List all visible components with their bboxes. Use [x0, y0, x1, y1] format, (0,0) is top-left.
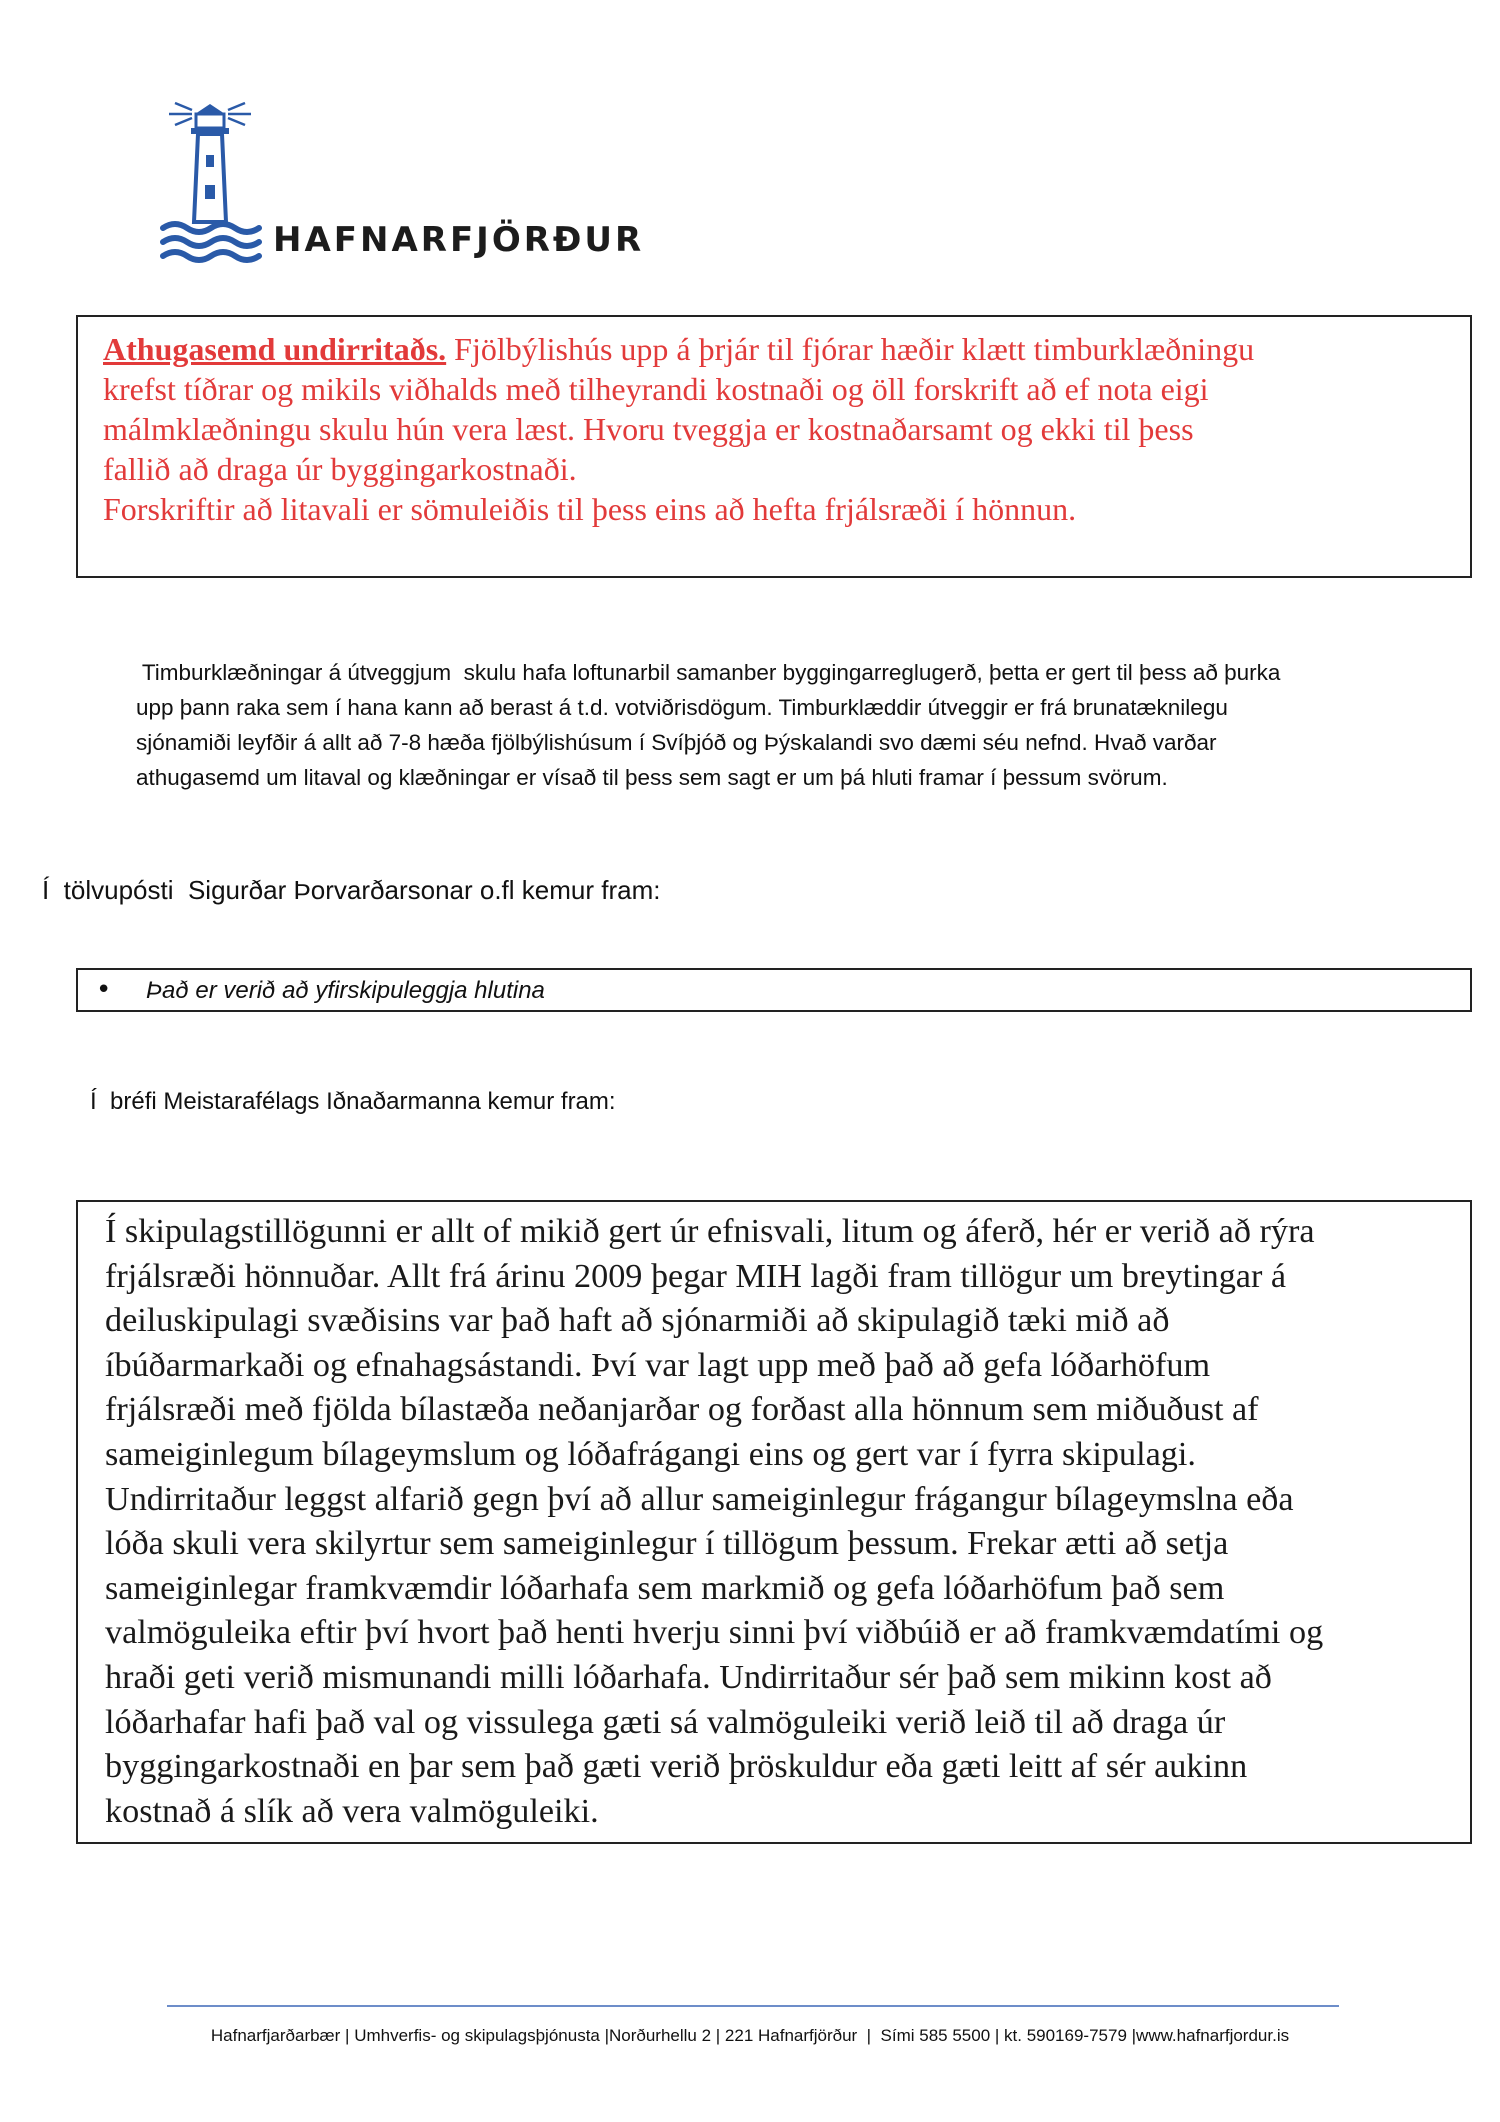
letter-line: íbúðarmarkaði og efnahagsástandi. Því var lagt upp með það að gefa lóðarhöfum [105, 1346, 1211, 1384]
logo-wordmark: HAFNARFJÖRÐUR [273, 220, 645, 260]
comment-heading: Athugasemd undirritaðs. [103, 331, 447, 367]
letter-text [105, 1210, 1455, 1834]
letter-line: lóða skuli vera skilyrtur sem sameiginlegur í tillögum þessum. Frekar ætti að setja [105, 1525, 1229, 1563]
footer-divider [167, 2005, 1339, 2007]
email-box [76, 968, 1472, 1012]
response-line: upp þann raka sem í hana kann að berast á t.d. votviðrisdögum. Timburklæddir útveggir er frá brunatæknilegu [136, 695, 1228, 720]
comment-box [76, 315, 1472, 578]
email-intro: Í tölvupósti Sigurðar Þorvarðarsonar o.fl kemur fram: [42, 875, 661, 905]
comment-line-text: Fjölbýlishús upp á þrjár til fjórar hæðir klætt timburklæðningu [454, 331, 1255, 367]
response-line: sjónamiði leyfðir á allt að 7-8 hæða fjölbýlishúsum í Svíþjóð og Þýskalandi svo dæmi séu nefnd. Hvað varðar [136, 730, 1217, 755]
letter-line: frjálsræði með fjölda bílastæða neðanjarðar og forðast alla hönnum sem miðuðust af [105, 1391, 1259, 1429]
letter-intro: Í bréfi Meistarafélags Iðnaðarmanna kemur fram: [90, 1088, 616, 1115]
lighthouse-icon [155, 100, 265, 270]
comment-line: fallið að draga úr byggingarkostnaði. [103, 451, 577, 487]
comment-text [103, 329, 1463, 529]
letter-line: sameiginlegum bílageymslum og lóðafrágangi eins og gert var í fyrra skipulagi. [105, 1435, 1196, 1473]
hafnarfjordur-logo [155, 100, 655, 270]
letter-box [76, 1200, 1472, 1844]
comment-line: krefst tíðrar og mikils viðhalds með tilheyrandi kostnaði og öll forskrift að ef nota eigi [103, 371, 1209, 407]
response-line: athugasemd um litaval og klæðningar er vísað til þess sem sagt er um þá hluti framar í þessum svörum. [136, 765, 1168, 790]
comment-line: málmklæðningu skulu hún vera læst. Hvoru tveggja er kostnaðarsamt og ekki til þess [103, 411, 1194, 447]
letter-line: frjálsræði hönnuðar. Allt frá árinu 2009 þegar MIH lagði fram tillögur um breytingar á [105, 1257, 1287, 1295]
letter-line: kostnað á slík að vera valmöguleiki. [105, 1792, 599, 1830]
comment-line: Forskriftir að litavali er sömuleiðis til þess eins að hefta frjálsræði í hönnun. [103, 491, 1077, 527]
response-line: Timburklæðningar á útveggjum skulu hafa loftunarbil samanber byggingarreglugerð, þetta er gert til þess að þurka [136, 660, 1281, 685]
letter-line: Undirritaður leggst alfarið gegn því að allur sameiginlegur frágangur bílageymslna eða [105, 1480, 1294, 1518]
footer-text: Hafnarfjarðarbær | Umhverfis- og skipulagsþjónusta |Norðurhellu 2 | 221 Hafnarfjörður | Sími 585 5500 | kt. 590169-7579 |www.hafnarfjordur.is [210, 2026, 1290, 2045]
response-paragraph [136, 655, 1436, 795]
letter-line: sameiginlegar framkvæmdir lóðarhafa sem markmið og gefa lóðarhöfum það sem [105, 1569, 1225, 1607]
comment-line [103, 329, 1463, 369]
letter-line: deiluskipulagi svæðisins var það haft að sjónarmiði að skipulagið tæki mið að [105, 1302, 1170, 1340]
letter-line: hraði geti verið mismunandi milli lóðarhafa. Undirritaður sér það sem mikinn kost að [105, 1658, 1272, 1696]
letter-line: byggingarkostnaði en þar sem það gæti verið þröskuldur eða gæti leitt af sér aukinn [105, 1748, 1248, 1786]
letter-line: Í skipulagstillögunni er allt of mikið gert úr efnisvali, litum og áferð, hér er verið að rýra [105, 1213, 1315, 1250]
letter-line: valmöguleika eftir því hvort það henti hverju sinni því viðbúið er að framkvæmdatími og [105, 1614, 1324, 1652]
bullet-icon: • [96, 975, 112, 1005]
email-quote: Það er verið að yfirskipuleggja hlutina [146, 977, 545, 1004]
letter-line: lóðarhafar hafi það val og vissulega gæti sá valmöguleiki verið leið til að draga úr [105, 1703, 1226, 1741]
